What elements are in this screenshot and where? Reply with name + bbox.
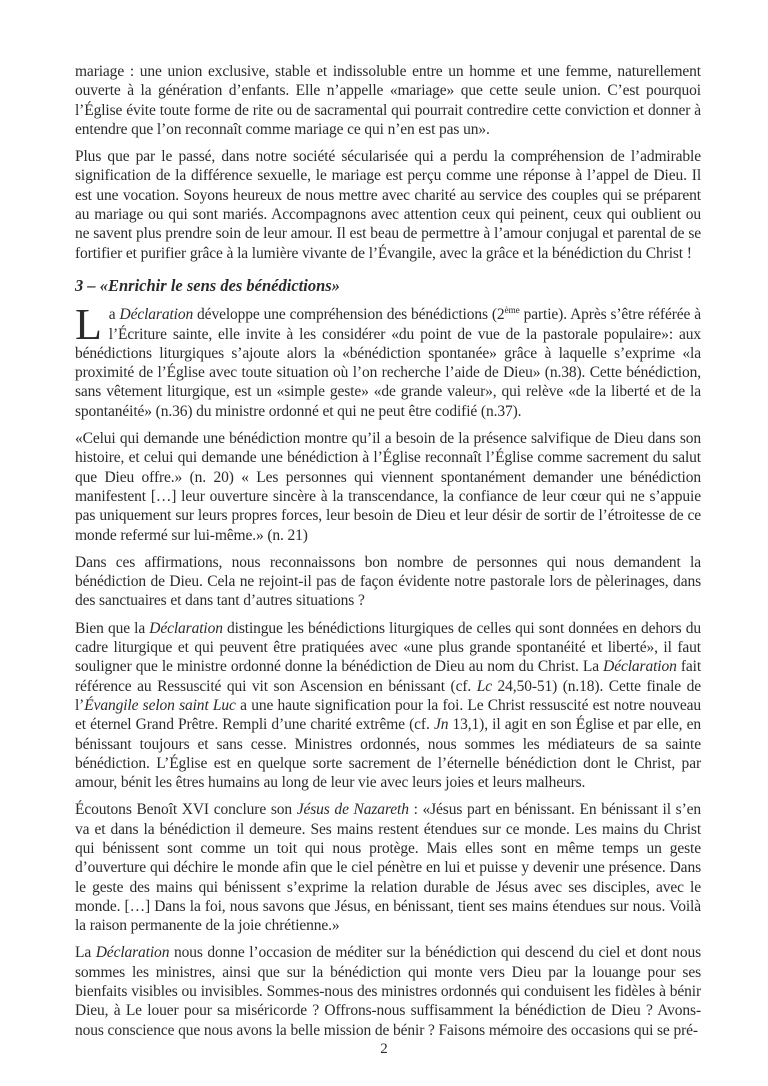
text-column [75,62,701,1048]
text-run: Jésus de Nazareth [296,801,409,819]
paragraph: Bien que la Déclaration distingue les bénédictions liturgiques de celles qui sont données en dehors du cadre liturgique et qui peuvent être pratiquées avec «une plus grande spontanéité et liberté», il faut souligner que le ministre ordonné donne la bénédiction de Dieu au nom du Christ. La Déclaration fait référence au Ressuscité qui vit son Ascension en bénissant (cf. Lc 24,50-51) (n.18). Cette finale de l’Évangile selon saint Luc a une haute signification pour la foi. Le Christ ressuscité est notre nouveau et éternel Grand Prêtre. Rempli d’une charité extrême (cf. Jn 13,1), il agit en son Église et par elle, en bénissant toujours et sans cesse. Ministres ordonnés, nous sommes les médiateurs de sa sainte bénédiction. L’Église est en quelque sorte sacrement de l’éternelle bénédiction dont le Christ, par amour, bénit les êtres humains au long de leur vie avec leurs joies et leurs malheurs. [75,619,702,792]
text-run: Jn [433,716,449,734]
text-run: Déclaration [603,658,677,676]
paragraph: La Déclaration nous donne l’occasion de méditer sur la bénédiction qui descend du ciel et dont nous sommes les ministres, ainsi que sur la bénédiction qui monte vers Dieu par la louange pour ses bienfaits visibles ou invisibles. Sommes-nous des ministres ordonnés qui conduisent les fidèles à bénir Dieu, à Le louer pour sa miséricorde ? Offrons-nous suffisamment la bénédiction de Dieu ? Avons-nous conscience que nous avons la belle mission de bénir ? Faisons mémoire des occasions qui se pré- [75,944,701,1039]
section-heading: 3 – «Enrichir le sens des bénédictions» [75,275,340,295]
page-number-label: 2 [380,1041,388,1057]
paragraph: La Déclaration développe une compréhension des bénédictions (2ème partie). Après s’être référée à l’Écriture sainte, elle invite à les considérer «du point de vue de la pastorale populaire»: aux bénédictions liturgiques s’ajoute alors la «bénédiction spontanée» grâce à laquelle s’exprime «la proximité de l’Église avec toute situation où l’on recherche l’aide de Dieu» (n.38). Cette bénédiction, sans vêtement liturgique, est un «simple geste» «de grande valeur», qui relève «de la liberté et de la spontanéité» (n.36) du ministre ordonné et qui ne peut être codifié (n.37). [75,300,701,420]
dropcap-letter: L [75,300,102,350]
paragraph: «Celui qui demande une bénédiction montre qu’il a besoin de la présence salvifique de Dieu dans son histoire, et celui qui demande une bénédiction à l’Église reconnaît l’Église comme sacrement du salut que Dieu offre.» (n. 20) « Les personnes qui viennent spontanément demander une bénédiction manifestent […] leur ouverture sincère à la transcendance, la confiance de leur cœur qui ne s’appuie pas uniquement sur leurs propres forces, leur besoin de Dieu et leur désir de sortir de l’étroitesse de ce monde refermé sur lui-même.» (n. 21) [75,430,701,544]
text-run: Déclaration [119,306,194,324]
text-run: Évangile selon saint Luc [84,696,236,714]
text-run: ème [504,306,520,317]
text-run: Lc [476,677,492,695]
paragraph: Écoutons Benoît XVI conclure son Jésus de Nazareth : «Jésus part en bénissant. En bénissant il s’en va et dans la bénédiction il demeure. Ses mains restent étendues sur ce monde. Les mains du Christ qui bénissent sont comme un toit qui nous protège. Mais elles sont en même temps un geste d’ouverture qui déchire le monde afin que le ciel pénètre en lui et puisse y devenir une présence. Dans le geste des mains qui bénissent s’exprime la relation durable de Jésus avec ses disciples, avec le monde. […] Dans la foi, nous savons que Jésus, en bénissant, tient ses mains étendues sur nous. Voilà la raison permanente de la joie chrétienne.» [75,801,702,935]
paragraph: mariage : une union exclusive, stable et indissoluble entre un homme et une femme, naturellement ouverte à la génération d’enfants. Elle n’appelle «mariage» que cette seule union. C’est pourquoi l’Église évite toute forme de rite ou de sacramental qui pourrait contredire cette conviction et donner à entendre que l’on reconnaît comme mariage ce qui n’en est pas un». [75,63,701,138]
text-run: Déclaration [149,619,223,637]
paragraph: Plus que par le passé, dans notre société sécularisée qui a perdu la compréhension de l’admirable signification de la différence sexuelle, le mariage est perçu comme une réponse à l’appel de Dieu. Il est une vocation. Soyons heureux de nous mettre avec charité au service des couples qui se préparent au mariage ou qui sont mariés. Accompagnons avec attention ceux qui peinent, ceux qui oublient ou ne savent plus prendre soin de leur amour. Il est beau de permettre à l’amour conjugal et parental de se fortifier et purifier grâce à la lumière vivante de l’Évangile, avec la grâce et la bénédiction du Christ ! [75,148,701,262]
text-run: Déclaration [95,944,170,962]
paragraph: Dans ces affirmations, nous reconnaissons bon nombre de personnes qui nous demandent la bénédiction de Dieu. Cela ne rejoint-il pas de façon évidente notre pastorale lors de pèlerinages, dans des sanctuaires et dans tant d’autres situations ? [75,553,701,610]
